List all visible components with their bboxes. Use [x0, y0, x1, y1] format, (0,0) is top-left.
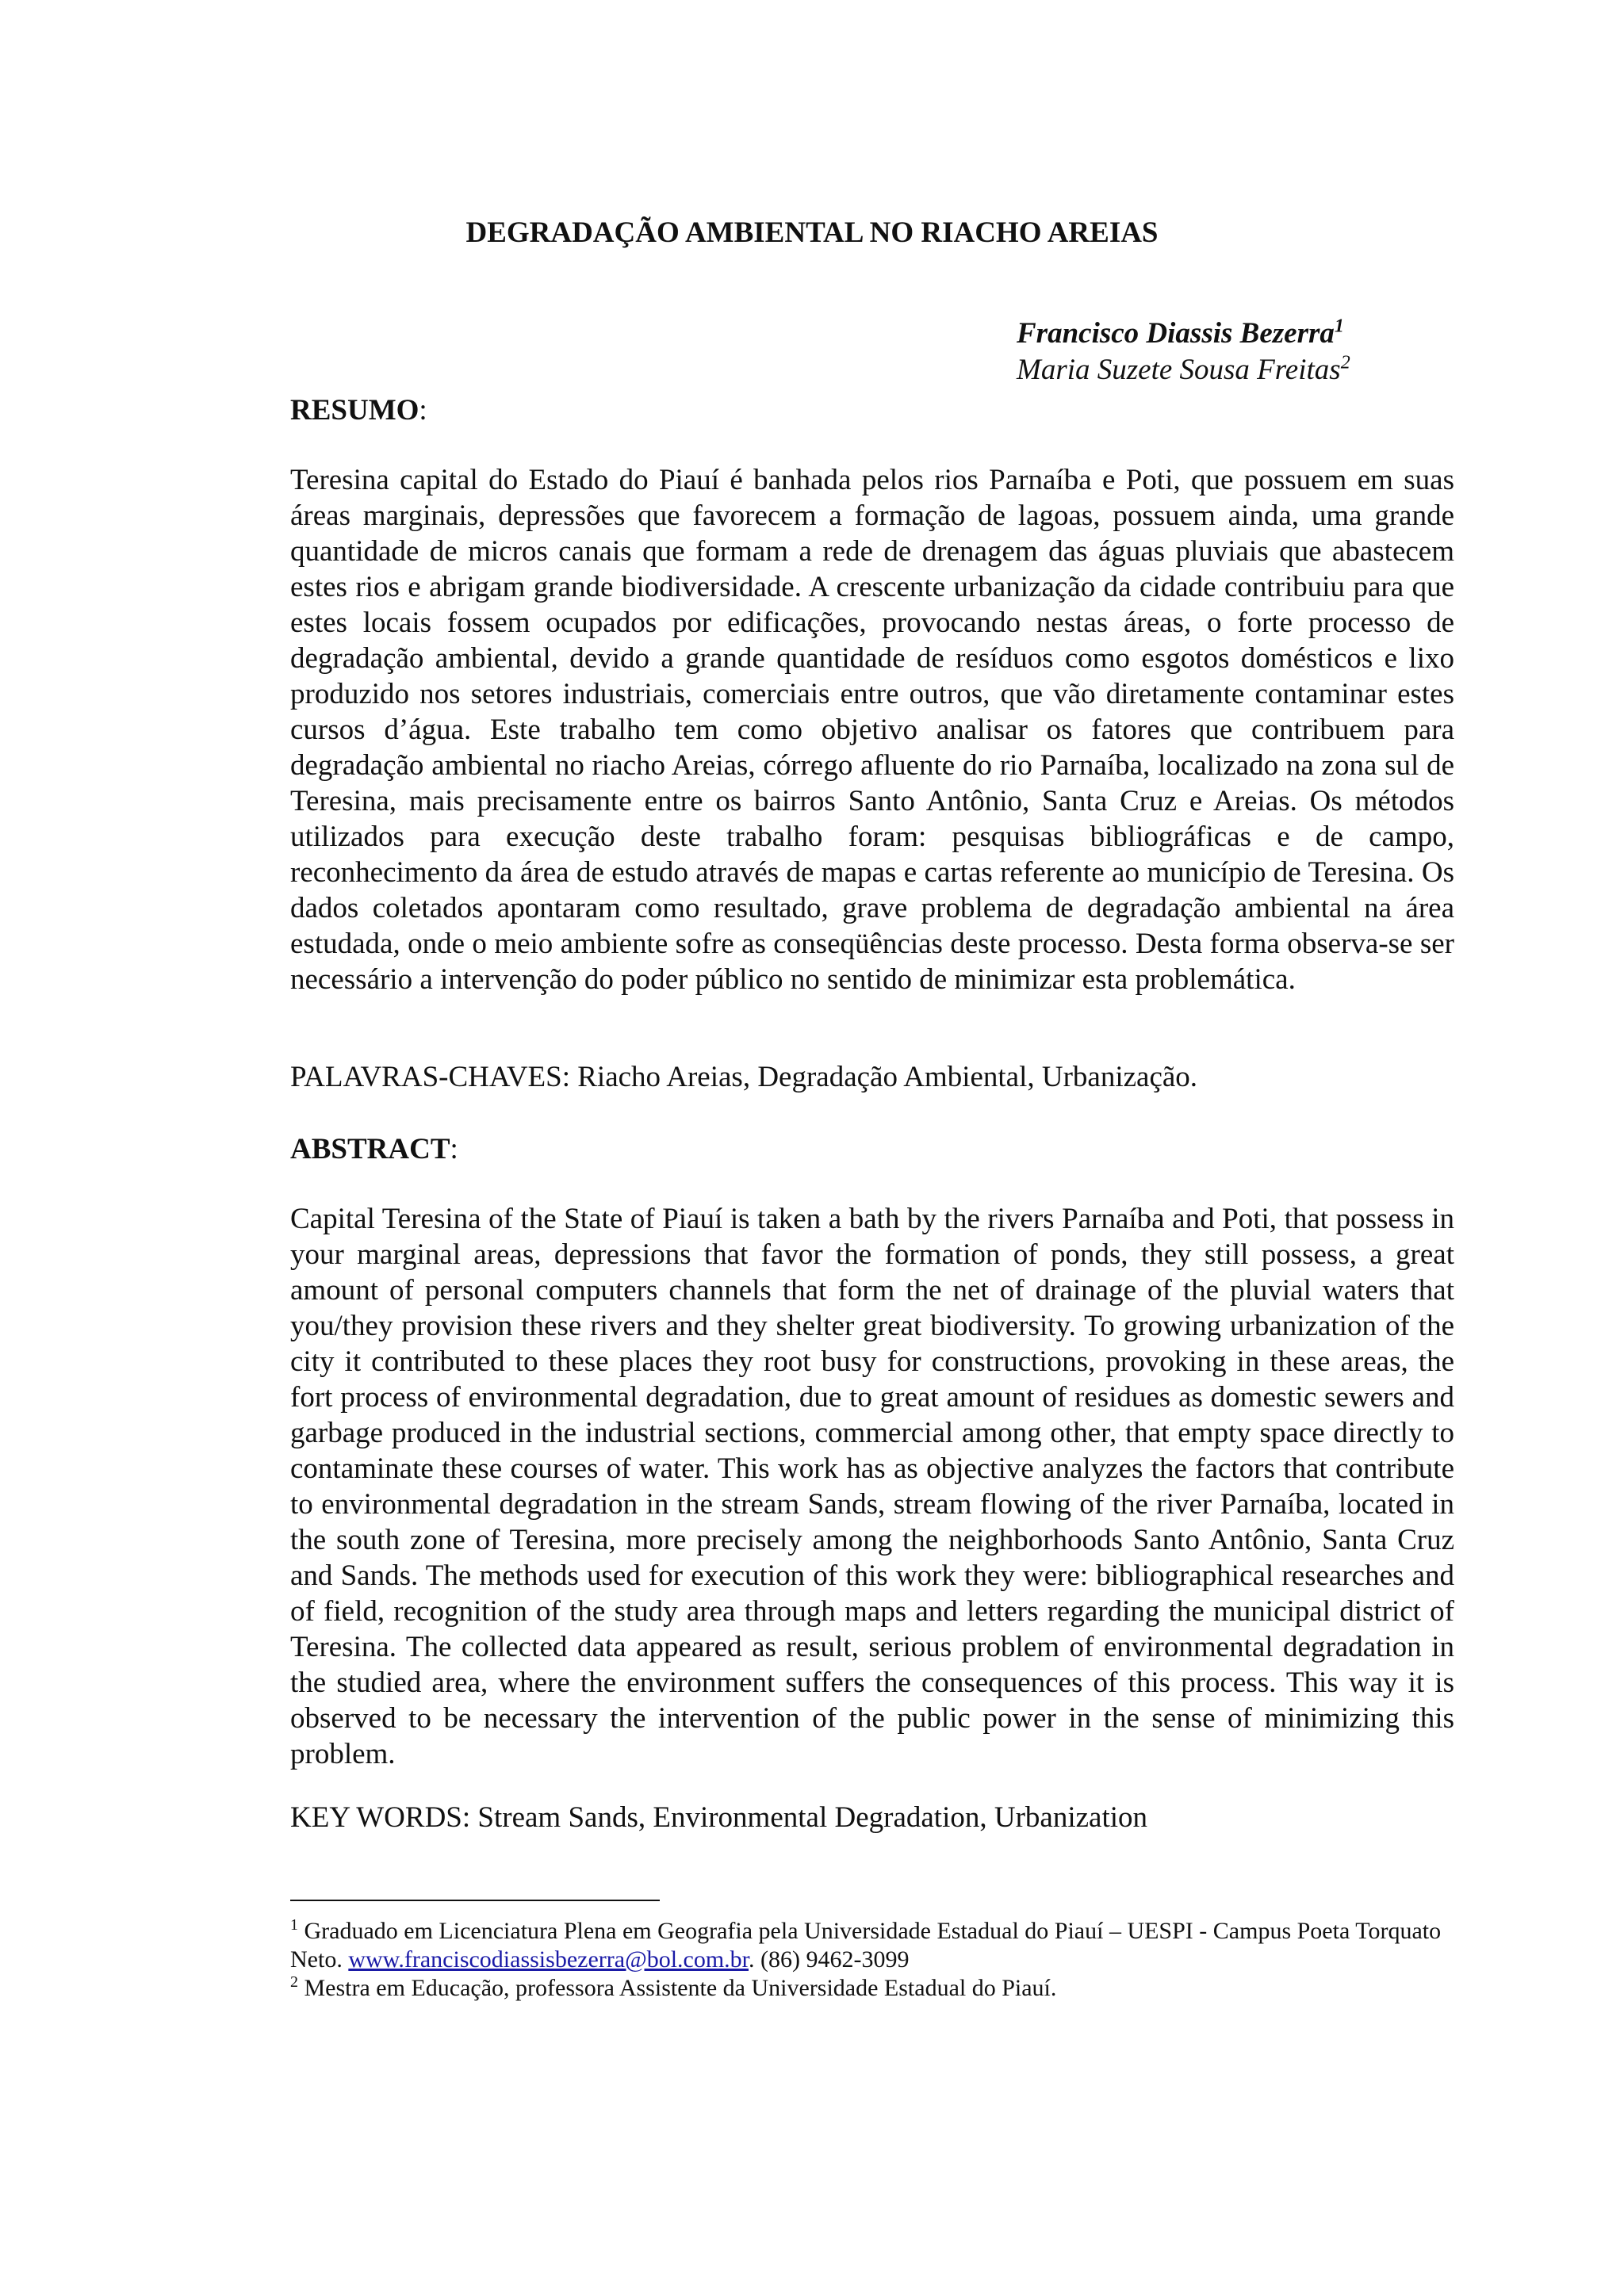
abstract-heading-label: ABSTRACT — [290, 1133, 450, 1165]
resumo-heading-colon: : — [419, 394, 427, 427]
footnote-2 — [290, 1974, 1454, 2003]
author-2 — [1017, 352, 1365, 388]
author-block — [1017, 316, 1365, 388]
resumo-heading — [290, 393, 427, 427]
author-1-name: Francisco Diassis Bezerra — [1017, 317, 1335, 350]
footnote-2-text: Mestra em Educação, professora Assistente da Universidade Estadual do Piauí. — [304, 1975, 1057, 2001]
footnote-1-text: Graduado em Licenciatura Plena em Geografia pela Universidade Estadual do Piauí – UESPI - Campus Poeta Torquato Neto. — [290, 1918, 1442, 1973]
footnote-1-mark: 1 — [290, 1916, 298, 1934]
abstract-paragraph: Capital Teresina of the State of Piauí is taken a bath by the rivers Parnaíba and Poti, that possess in your marginal areas, depressions that favor the formation of ponds, they still possess, a great amount of personal computers channels that form the net of drainage of the pluvial waters that you/they provision these rivers and they shelter great biodiversity. To growing urbanization of the city it contributed to these places they root busy for constructions, provoking in these areas, the fort process of environmental degradation, due to great amount of residues as domestic sewers and garbage produced in the industrial sections, commercial among other, that empty space directly to contaminate these courses of water. This work has as objective analyzes the factors that contribute to environmental degradation in the stream Sands, stream flowing of the river Parnaíba, located in the south zone of Teresina, more precisely among the neighborhoods Santo Antônio, Santa Cruz and Sands. The methods used for execution of this work they were: bibliographical researches and of field, recognition of the study area through maps and letters regarding the municipal district of Teresina. The collected data appeared as result, serious problem of environmental degradation in the studied area, where the environment suffers the consequences of this process. This way it is observed to be necessary the intervention of the public power in the sense of minimizing this problem. — [290, 1203, 1454, 1770]
abstract-heading-colon: : — [450, 1133, 458, 1165]
author-email-link[interactable]: www.franciscodiassisbezerra@bol.com.br — [348, 1946, 749, 1973]
resumo-paragraph: Teresina capital do Estado do Piauí é banhada pelos rios Parnaíba e Poti, que possuem em suas áreas marginais, depressões que favorecem a formação de lagoas, possuem ainda, uma grande quantidade de micros canais que formam a rede de drenagem das águas pluviais que abastecem estes rios e abrigam grande biodiversidade. A crescente urbanização da cidade contribuiu para que estes locais fossem ocupados por edificações, provocando nestas áreas, o forte processo de degradação ambiental, devido a grande quantidade de resíduos como esgotos domésticos e lixo produzido nos setores industriais, comerciais entre outros, que vão diretamente contaminar estes cursos d’água. Este trabalho tem como objetivo analisar os fatores que contribuem para degradação ambiental no riacho Areias, córrego afluente do rio Parnaíba, localizado na zona sul de Teresina, mais precisamente entre os bairros Santo Antônio, Santa Cruz e Areias. Os métodos utilizados para execução deste trabalho foram: pesquisas bibliográficas e de campo, reconhecimento da área de estudo através de mapas e cartas referente ao município de Teresina. Os dados coletados apontaram como resultado, grave problema de degradação ambiental na área estudada, onde o meio ambiente sofre as conseqüências deste processo. Desta forma observa-se ser necessário a intervenção do poder público no sentido de minimizar esta problemática. — [290, 464, 1454, 996]
author-1-footnote-mark: 1 — [1334, 316, 1344, 337]
author-2-footnote-mark: 2 — [1340, 352, 1350, 373]
footnote-2-mark: 2 — [290, 1973, 298, 1991]
footnote-divider — [290, 1900, 660, 1901]
paper-title: DEGRADAÇÃO AMBIENTAL NO RIACHO AREIAS — [465, 216, 1159, 249]
resumo-heading-label: RESUMO — [290, 394, 419, 427]
key-words: KEY WORDS: Stream Sands, Environmental Degradation, Urbanization — [290, 1801, 1148, 1834]
footnote-1 — [290, 1917, 1454, 1974]
author-1 — [1017, 316, 1365, 352]
author-2-name: Maria Suzete Sousa Freitas — [1017, 354, 1341, 386]
abstract-heading — [290, 1132, 458, 1166]
footnotes — [290, 1917, 1454, 2003]
palavras-chaves: PALAVRAS-CHAVES: Riacho Areias, Degradação Ambiental, Urbanização. — [290, 1061, 1198, 1093]
footnote-1-phone: . (86) 9462-3099 — [749, 1946, 910, 1973]
